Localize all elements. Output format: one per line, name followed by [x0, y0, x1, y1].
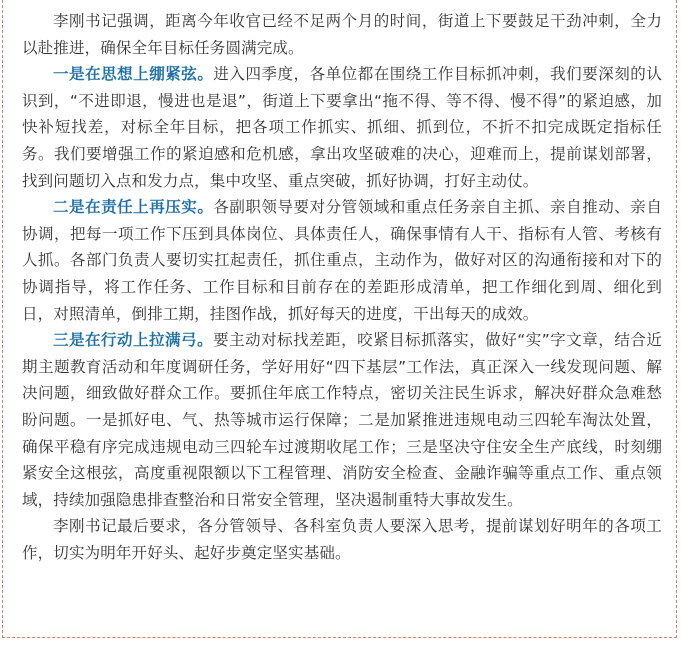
paragraph-intro: [22, 8, 662, 61]
paragraph-responsibility-text: 各副职领导要对分管领域和重点任务亲自主抓、亲自推动、亲自协调，把每一项工作下压到具体岗位、具体责任人，确保事情有人干、指标有人管、考核有人抓。各部门负责人要切实扛起责任，抓住重点，主动作为，做好对区的沟通衔接和对下的协调指导，将工作任务、工作目标和目前存在的差距形成清单，把工作细化到周、细化到日，对照清单，倒排工期，挂图作战，抓好每天的进度，干出每天的成效。: [22, 198, 662, 323]
paragraph-thought: [22, 61, 662, 194]
article-body: [22, 8, 662, 566]
paragraph-responsibility-heading: 二是在责任上再压实。: [53, 198, 214, 217]
paragraph-conclusion: [22, 513, 662, 566]
paragraph-action-heading: 三是在行动上拉满弓。: [53, 331, 214, 350]
paragraph-action-text: 要主动对标找差距，咬紧目标抓落实，做好“实”字文章，结合近期主题教育活动和年度调研任务，学好用好“四下基层”工作法，真正深入一线发现问题、解决问题，细致做好群众工作。要抓住年底工作特点，密切关注民生诉求，解决好群众急难愁盼问题。一是抓好电、气、热等城市运行保障；二是加紧推进违规电动三四轮车淘汰处置，确保平稳有序完成违规电动三四轮车过渡期收尾工作；三是坚决守住安全生产底线，时刻绷紧安全这根弦，高度重视限额以下工程管理、消防安全检查、金融诈骗等重点工作、重点领域，持续加强隐患排查整治和日常安全管理，坚决遏制重特大事故发生。: [22, 331, 662, 509]
paragraph-conclusion-text: 李刚书记最后要求，各分管领导、各科室负责人要深入思考，提前谋划好明年的各项工作，切实为明年开好头、起好步奠定坚实基础。: [22, 517, 662, 562]
paragraph-action: [22, 327, 662, 513]
paragraph-responsibility: [22, 194, 662, 327]
paragraph-intro-text: 李刚书记强调，距离今年收官已经不足两个月的时间，街道上下要鼓足干劲冲刺，全力以赴推进，确保全年目标任务圆满完成。: [22, 12, 662, 57]
paragraph-thought-text: 进入四季度，各单位都在围绕工作目标抓冲刺，我们要深刻的认识到，“不进即退，慢进也是退”，街道上下要拿出“拖不得、等不得、慢不得”的紧迫感，加快补短找差，对标全年目标，把各项工作抓实、抓细、抓到位，不折不扣完成既定指标任务。我们要增强工作的紧迫感和危机感，拿出攻坚破难的决心，迎难而上，提前谋划部署，找到问题切入点和发力点，集中攻坚、重点突破，抓好协调，打好主动仗。: [22, 65, 662, 190]
paragraph-thought-heading: 一是在思想上绷紧弦。: [53, 65, 214, 84]
